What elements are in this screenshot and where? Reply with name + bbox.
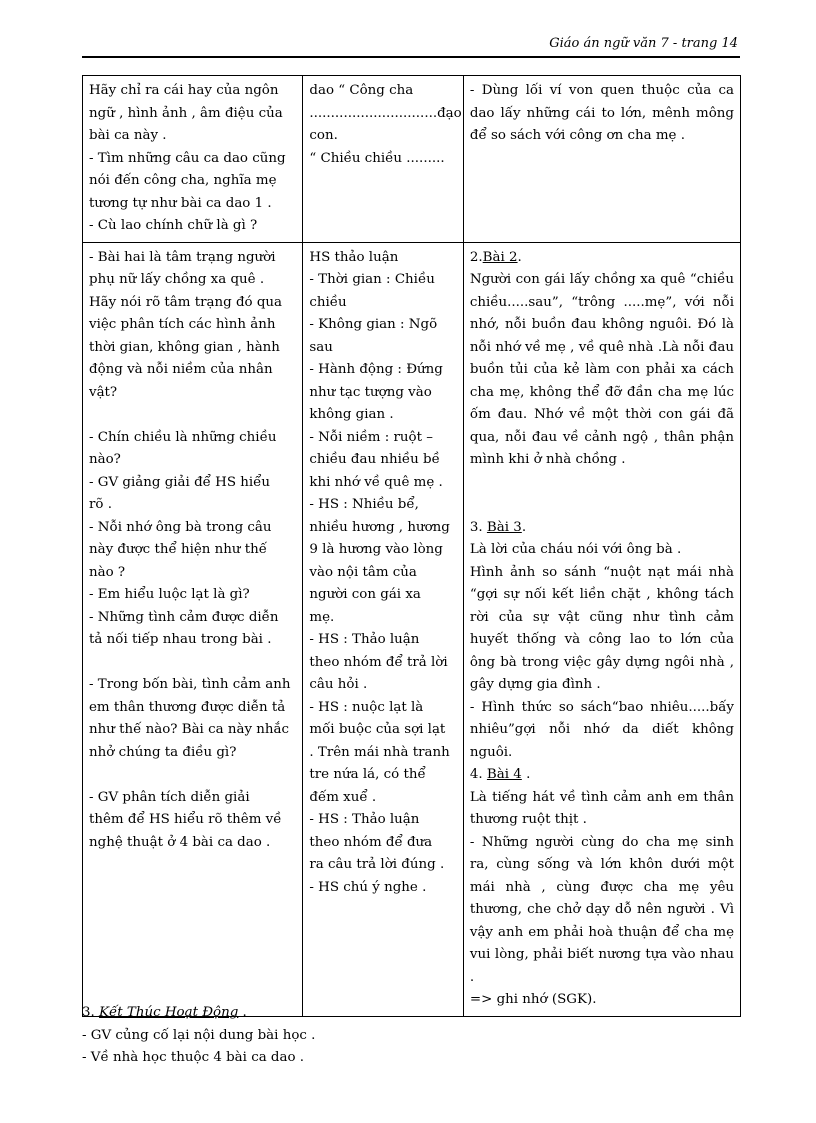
student-activity-cell <box>303 76 463 243</box>
text-line: nhiều hương , hương <box>309 519 450 535</box>
section-title: Bài 4 <box>486 767 522 782</box>
col1-block-a <box>89 80 296 238</box>
text-line: này được thể hiện như thế <box>89 542 268 557</box>
col3-block-a: - Dùng lối ví von quen thuộc của ca dao lấy những cái to lớn, mênh mông để so sách với công ơn cha mẹ . <box>469 83 734 143</box>
text-line: HS thảo luận <box>309 249 399 265</box>
text-line: ngữ , hình ảnh , âm điệu của <box>89 105 283 121</box>
text-line: - Về nhà học thuộc 4 bài ca dao . <box>82 1050 305 1065</box>
col1-block-c <box>89 427 296 652</box>
header-rule <box>82 56 740 58</box>
text-line: phụ nữ lấy chồng xa quê . <box>89 272 265 287</box>
text-line: vào nội tâm của <box>309 564 417 580</box>
col1-block-e <box>89 787 296 855</box>
text-line: “ Chiều chiều ......... <box>309 150 445 166</box>
text-line: - Em hiểu luộc lạt là gì? <box>89 587 250 602</box>
text-line: rõ . <box>89 497 112 512</box>
section-body: Hình ảnh so sánh “nuột nạt mái nhà “gợi sự nối kết liền chặt , không tách rời của sự vật cũng như tình cảm huyết thống và công lao to lớn của ông bà trong việc gây dựng ngôi nhà , gây dựng gia đình . <box>469 564 734 692</box>
content-cell <box>463 242 740 1016</box>
section-punct: . <box>238 1005 247 1020</box>
text-line: nào ? <box>89 564 126 580</box>
text-line: - GV phân tích diễn giải <box>89 789 250 805</box>
text-line: đếm xuể . <box>309 789 377 805</box>
section-title: Bài 2 <box>482 249 518 265</box>
section-number: 3. <box>82 1005 100 1020</box>
text-line: thêm để HS hiểu rõ thêm về <box>89 812 282 827</box>
text-line: theo nhóm để đưa <box>309 834 433 850</box>
student-activity-cell <box>303 242 463 1016</box>
page-header: Giáo án ngữ văn 7 - trang 14 <box>549 36 738 51</box>
closing-section <box>82 1002 315 1070</box>
text-line: dao “ Công cha <box>309 83 414 98</box>
section-number: 3. <box>469 519 487 535</box>
text-line: - Hành động : Đứng <box>309 362 443 377</box>
col1-block-b <box>89 247 296 405</box>
bai3-section <box>470 517 734 765</box>
col2-block-b <box>309 247 456 900</box>
section-body: Người con gái lấy chồng xa quê “chiều chiều.....sau”, “trông .....mẹ”, với nỗi nhớ, nỗi buồn đau không nguôi. Đó là nỗi nhớ về mẹ , về quê nhà .Là nỗi đau buồn tủi của kẻ làm con phải xa cách cha mẹ, không thể đỡ đần cha mẹ lúc ốm đau. Nhớ về một thời con gái đã qua, nỗi đau về cảnh ngộ , thân phận mình khi ở nhà chồng . <box>469 272 734 467</box>
text-line: động và nỗi niềm của nhân <box>89 362 273 377</box>
text-line: vật? <box>89 384 118 400</box>
text-line: - HS : nuộc lạt là <box>309 699 424 715</box>
text-line: nói đến công cha, nghĩa mẹ <box>89 173 277 188</box>
col2-block-a <box>309 80 462 170</box>
text-line: nghệ thuật ở 4 bài ca dao . <box>89 834 271 850</box>
text-line: nhở chúng ta điều gì? <box>89 744 237 760</box>
bai2-section <box>470 247 734 472</box>
section-title: Kết Thúc Hoạt Động <box>99 1005 239 1020</box>
section-title: Bài 3 <box>486 519 522 535</box>
section-number: 4. <box>469 767 487 782</box>
text-line: em thân thương được diễn tả <box>89 699 286 715</box>
text-line: Hãy nói rõ tâm trạng đó qua <box>89 294 283 310</box>
text-line: chiều <box>309 294 347 310</box>
text-line: - GV giảng giải để HS hiểu <box>89 474 271 490</box>
text-line: tương tự như bài ca dao 1 . <box>89 195 272 211</box>
text-line: - Không gian : Ngõ <box>309 317 438 332</box>
table-row <box>83 76 741 243</box>
text-line: - Chín chiều là những chiều <box>89 429 277 445</box>
text-line: - Những tình cảm được diễn <box>89 609 279 625</box>
content-cell <box>463 76 740 243</box>
text-line: - HS : Thảo luận <box>309 812 420 827</box>
text-line: tre nứa lá, có thể <box>309 767 426 782</box>
text-line: - Thời gian : Chiều <box>309 272 435 287</box>
text-line: thời gian, không gian , hành <box>89 339 280 355</box>
text-line: người con gái xa <box>309 587 421 602</box>
table-row <box>83 242 741 1016</box>
text-line: . Trên mái nhà tranh <box>309 744 450 760</box>
section-punct: . <box>517 249 522 265</box>
col1-block-d <box>89 674 296 764</box>
text-line: câu hỏi . <box>309 677 368 692</box>
text-line: 9 là hương vào lòng <box>309 542 443 557</box>
text-line: - Tìm những câu ca dao cũng <box>89 150 286 166</box>
text-line: mẹ. <box>309 609 335 625</box>
section-body: - Hình thức so sách“bao nhiêu.....bấy nhiêu”gợi nỗi nhớ da diết không nguôi. <box>469 699 734 760</box>
text-line: không gian . <box>309 407 394 422</box>
text-line: Hãy chỉ ra cái hay của ngôn <box>89 83 279 98</box>
text-line: bài ca này . <box>89 128 167 143</box>
text-line: ..............................đạo <box>309 105 462 121</box>
text-line: ra câu trả lời đúng . <box>309 857 445 872</box>
text-line: - Cù lao chính chữ là gì ? <box>89 218 258 233</box>
text-line: sau <box>309 339 333 355</box>
teacher-activity-cell <box>83 242 303 1016</box>
section-punct: . <box>521 767 531 782</box>
text-line: - HS : Nhiều bể, <box>309 497 419 512</box>
text-line: - Trong bốn bài, tình cảm anh <box>89 677 291 692</box>
text-line: - HS chú ý nghe . <box>309 879 427 895</box>
section-number: 2. <box>469 249 483 265</box>
section-body: Là lời của cháu nói với ông bà . <box>469 542 682 557</box>
text-line: con. <box>309 128 338 143</box>
text-line: như tạc tượng vào <box>309 384 432 400</box>
section-conclusion: => ghi nhớ (SGK). <box>469 992 597 1007</box>
text-line: - GV củng cố lại nội dung bài học . <box>82 1027 316 1043</box>
teacher-activity-cell <box>83 76 303 243</box>
text-line: như thế nào? Bài ca này nhắc <box>89 722 289 737</box>
text-line: chiều đau nhiều bề <box>309 452 440 467</box>
section-punct: . <box>521 519 527 535</box>
lesson-table <box>82 75 741 1017</box>
text-line: theo nhóm để trả lời <box>309 654 448 670</box>
text-line: việc phân tích các hình ảnh <box>89 317 276 332</box>
text-line: - HS : Thảo luận <box>309 632 420 647</box>
text-line: - Bài hai là tâm trạng người <box>89 249 276 265</box>
section-body: - Những người cùng do cha mẹ sinh ra, cùng sống và lớn khôn dưới một mái nhà , cùng được cha mẹ yêu thương, che chở dạy dỗ nên người . Vì vậy anh em phải hoà thuận để cha mẹ vui lòng, phải biết nương tựa vào nhau . <box>469 834 734 985</box>
section-body: Là tiếng hát về tình cảm anh em thân thương ruột thịt . <box>469 789 734 827</box>
text-line: tả nối tiếp nhau trong bài . <box>89 632 272 647</box>
text-line: - Nỗi niềm : ruột – <box>309 429 433 445</box>
text-line: khi nhớ về quê mẹ . <box>309 474 443 490</box>
text-line: mối buộc của sợi lạt <box>309 722 446 737</box>
text-line: nào? <box>89 452 121 467</box>
text-line: - Nỗi nhớ ông bà trong câu <box>89 519 272 535</box>
bai4-section <box>470 764 734 1012</box>
